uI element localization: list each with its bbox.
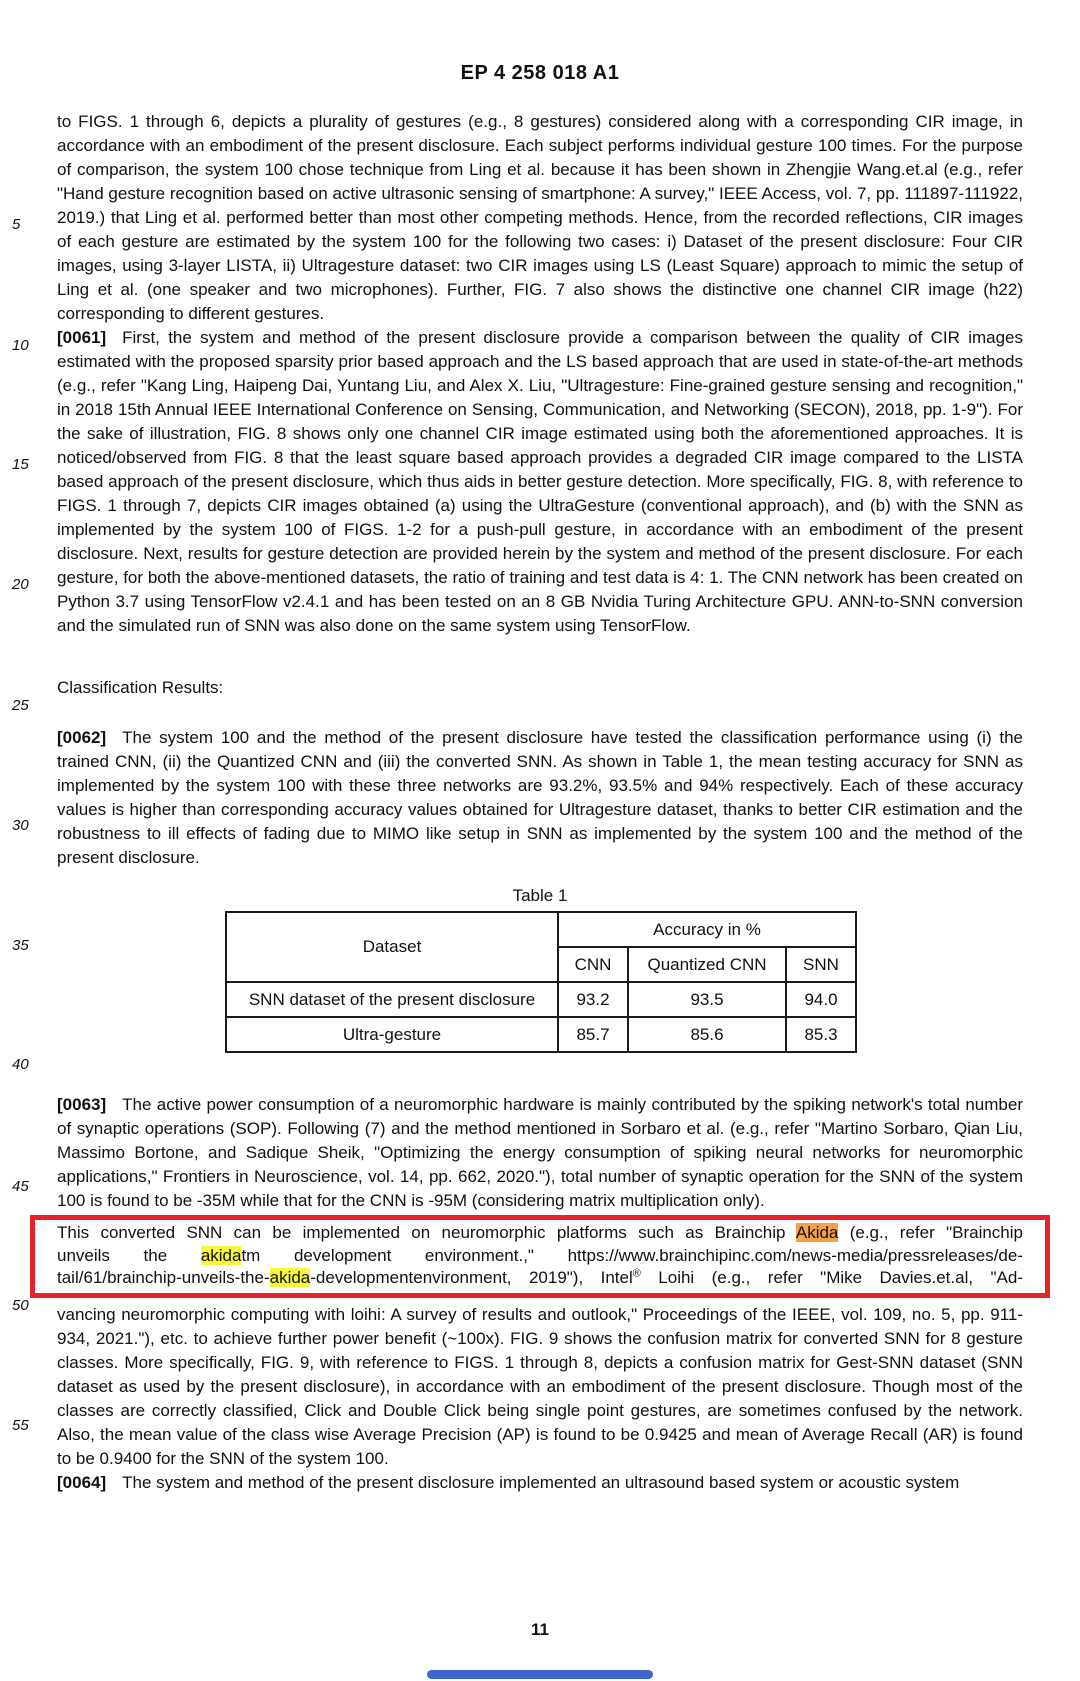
- footer-page-number: 11: [531, 1620, 549, 1639]
- paragraph-0064: [57, 1471, 1023, 1495]
- boxed-text: -developmentenvironment, 2019"), Intel: [310, 1268, 633, 1287]
- table-header-dataset: Dataset: [226, 912, 558, 982]
- table-cell-dataset: Ultra-gesture: [226, 1017, 558, 1052]
- margin-line-number: 10: [12, 337, 29, 354]
- paragraph-0061-text: First, the system and method of the present disclosure provide a comparison between the quality of CIR images estimated with the proposed sparsity prior based approach and the LS based approach that are used in state-of-the-art methods (e.g., refer "Kang Ling, Haipeng Dai, Yuntang Liu, and Alex X. Liu, "Ultragesture: Fine-grained gesture sensing and recognition," in 2018 15th Annual IEEE International Conference on Sensing, Communication, and Networking (SECON), 2018, pp. 1-9"). For the sake of illustration, FIG. 8 shows only one channel CIR image estimated using both the aforementioned approaches. It is noticed/observed from FIG. 8 that the least square based approach provides a degraded CIR image compared to the LISTA based approach of the present disclosure, which thus aids in better gesture detection. More specifically, FIG. 8, with reference to FIGS. 1 through 7, depicts CIR images obtained (a) using the UltraGesture (conventional approach), and (b) with the SNN as implemented by the system 100 of FIGS. 1-2 for a push-pull gesture, in accordance with an embodiment of the present disclosure. Next, results for gesture detection are provided herein by the system and method of the present disclosure. For each gesture, for both the above-mentioned datasets, the ratio of training and test data is 4: 1. The CNN network has been created on Python 3.7 using TensorFlow v2.4.1 and has been tested on an 8 GB Nvidia Turing Architecture GPU. ANN-to-SNN conversion and the simulated run of SNN was also done on the same system using TensorFlow.: [57, 328, 1023, 635]
- table-cell-quantized-cnn: 85.6: [628, 1017, 786, 1052]
- paragraph-number: [0062]: [57, 728, 107, 747]
- boxed-text: This converted SNN can be implemented on neuromorphic platforms such as Brainchip: [57, 1223, 796, 1242]
- margin-line-number: 50: [12, 1297, 29, 1314]
- paragraph-0062: [57, 726, 1023, 870]
- boxed-text: unveils the: [57, 1245, 201, 1265]
- margin-line-number: 55: [12, 1417, 29, 1434]
- table-cell-snn: 94.0: [786, 982, 856, 1017]
- table-subheader-snn: SNN: [786, 947, 856, 982]
- paragraph-0064-text: The system and method of the present disclosure implemented an ultrasound based system or acoustic system: [122, 1472, 960, 1492]
- registered-trademark-symbol: ®: [632, 1267, 641, 1280]
- boxed-text: Loihi (e.g., refer "Mike Davies.et.al, "Ad-: [640, 1268, 1023, 1287]
- table-subheader-quantized-cnn: Quantized CNN: [628, 947, 786, 982]
- table-header-accuracy: Accuracy in %: [558, 912, 856, 947]
- table-cell-snn: 85.3: [786, 1017, 856, 1052]
- margin-line-number: 40: [12, 1056, 29, 1073]
- table-cell-cnn: 93.2: [558, 982, 628, 1017]
- table-caption: Table 1: [512, 886, 568, 905]
- highlight-akida-yellow: akida: [200, 1245, 242, 1265]
- margin-line-number: 25: [12, 697, 29, 714]
- paragraph-number: [0064]: [57, 1472, 107, 1492]
- paragraph-0062-text: The system 100 and the method of the present disclosure have tested the classification performance using (i) the trained CNN, (ii) the Quantized CNN and (iii) the converted SNN. As shown in Table 1, the mean testing accuracy for SNN as implemented by the system 100 with these three networks are 93.2%, 93.5% and 94% respectively. Each of these accuracy values is higher than corresponding accuracy values obtained for Ultragesture dataset, thanks to better CIR estimation and the robustness to ill effects of fading due to MIMO like setup in SNN as implemented by the system 100 and the method of the present disclosure.: [57, 728, 1023, 867]
- boxed-text: tail/61/brainchip-unveils-the-: [57, 1268, 270, 1287]
- table-cell-dataset: SNN dataset of the present disclosure: [226, 982, 558, 1017]
- boxed-text-line: [57, 1222, 1023, 1245]
- paragraph-intro: [57, 110, 1023, 326]
- table-row: [226, 982, 856, 1017]
- boxed-text: tm development environment.," https://www.brainchipinc.com/news-media/pressreleases/de-: [241, 1245, 1024, 1265]
- paragraph-0063: [57, 1093, 1023, 1213]
- margin-line-number: 15: [12, 456, 29, 473]
- boxed-text-line: [57, 1267, 1023, 1290]
- paragraph-number: [0061]: [57, 328, 107, 347]
- paragraph-0063-continuation: vancing neuromorphic computing with loihi: A survey of results and outlook," Proceedings of the IEEE, vol. 109, no. 5, pp. 911-934, 2021."), etc. to achieve further power benefit (~100x). FIG. 9 shows the confusion matrix for converted SNN for 8 gesture classes. More specifically, FIG. 9, with reference to FIGS. 1 through 8, depicts a confusion matrix for Gest-SNN dataset (SNN dataset as used by the present disclosure), in accordance with an embodiment of the present disclosure. Though most of the classes are correctly classified, Click and Double Click being single point gestures, are sometimes confused by the network. Also, the mean value of the class wise Average Precision (AP) is found to be 0.9425 and mean of Average Recall (AR) is found to be 0.9400 for the SNN of the system 100.: [57, 1304, 1023, 1468]
- home-indicator-bar[interactable]: [427, 1670, 653, 1679]
- highlight-akida-orange: Akida: [795, 1223, 839, 1242]
- paragraph-0063-text: The active power consumption of a neuromorphic hardware is mainly contributed by the spiking network's total number of synaptic operations (SOP). Following (7) and the method mentioned in Sorbaro et al. (e.g., refer "Martino Sorbaro, Qian Liu, Massimo Bortone, and Sadique Sheik, "Optimizing the energy consumption of spiking neural networks for neuromorphic applications," Frontiers in Neuroscience, vol. 14, pp. 662, 2020."), total number of synaptic operation for the SNN of the system 100 is found to be -35M while that for the CNN is -95M (considering matrix multiplication only).: [57, 1095, 1023, 1210]
- table-subheader-cnn: CNN: [558, 947, 628, 982]
- margin-line-number: 35: [12, 937, 29, 954]
- document-header-title: EP 4 258 018 A1: [460, 62, 620, 84]
- margin-line-number: 45: [12, 1178, 29, 1195]
- highlight-akida-yellow: akida: [269, 1268, 311, 1287]
- table-row: [226, 1017, 856, 1052]
- paragraph-intro-text: to FIGS. 1 through 6, depicts a plurality of gestures (e.g., 8 gestures) considered along with a corresponding CIR image, in accordance with an embodiment of the present disclosure. Each subject performs individual gesture 100 times. For the purpose of comparison, the system 100 chose technique from Ling et al. because it has been shown in Zhengjie Wang.et.al (e.g., refer "Hand gesture recognition based on active ultrasonic sensing of smartphone: A survey," IEEE Access, vol. 7, pp. 111897-111922, 2019.) that Ling et al. performed better than most other competing methods. Hence, from the recorded reflections, CIR images of each gesture are estimated by the system 100 for the following two cases: i) Dataset of the present disclosure: Four CIR images, using 3-layer LISTA, ii) Ultragesture dataset: two CIR images using LS (Least Square) approach to mimic the setup of Ling et al. (one speaker and two microphones). Further, FIG. 7 also shows the distinctive one channel CIR image (h22) corresponding to different gestures.: [57, 112, 1023, 323]
- accuracy-results-table: [225, 911, 857, 1053]
- table-cell-cnn: 85.7: [558, 1017, 628, 1052]
- margin-line-number: 20: [12, 576, 29, 593]
- table-cell-quantized-cnn: 93.5: [628, 982, 786, 1017]
- paragraph-number: [0063]: [57, 1095, 107, 1114]
- margin-line-number: 30: [12, 817, 29, 834]
- classification-results-heading: Classification Results:: [57, 678, 224, 697]
- boxed-text-line: [57, 1245, 1023, 1268]
- annotation-red-box: [30, 1215, 1050, 1298]
- table-1-section: [57, 884, 1023, 1053]
- boxed-text: (e.g., refer "Brainchip: [838, 1223, 1023, 1242]
- paragraph-0061: [57, 326, 1023, 638]
- document-body: [57, 110, 1023, 1495]
- margin-line-number: 5: [12, 216, 21, 233]
